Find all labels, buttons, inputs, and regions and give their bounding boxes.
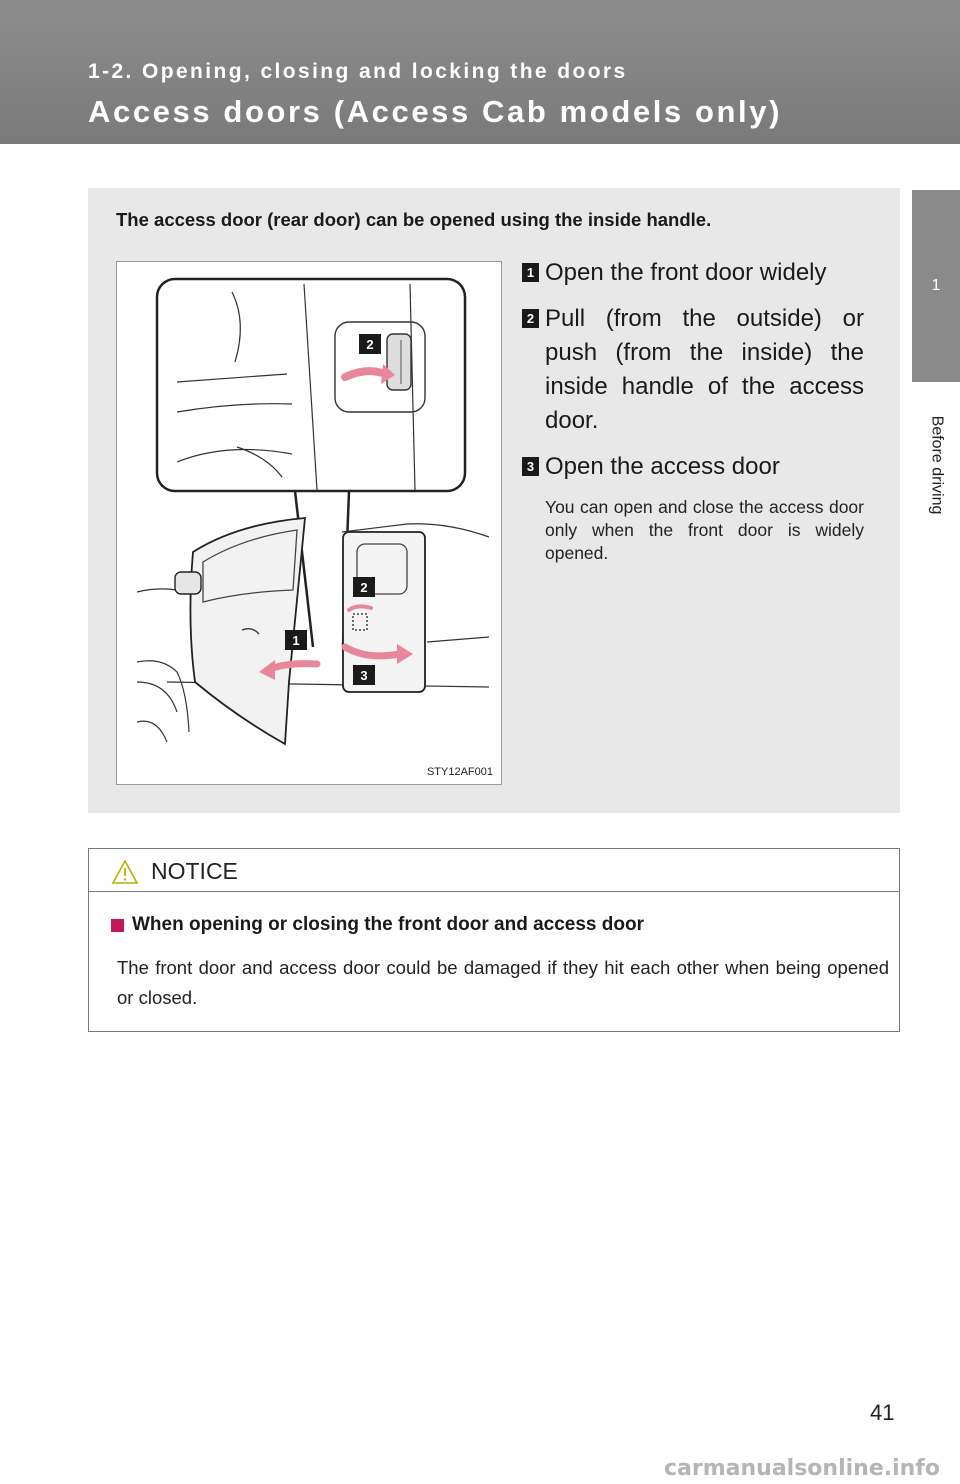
- notice-box: [88, 848, 900, 1032]
- section-heading: 1-2. Opening, closing and locking the doors: [88, 60, 628, 83]
- callout-2-top: 2: [366, 337, 374, 352]
- step-number: 1: [522, 263, 539, 282]
- page-title: Access doors (Access Cab models only): [88, 94, 783, 129]
- chapter-label-text: Before driving: [928, 415, 945, 515]
- page-number: 41: [870, 1400, 895, 1425]
- notice-body: The front door and access door could be damaged if they hit each other when being opened or closed.: [117, 957, 889, 1008]
- notice-title: NOTICE: [151, 858, 238, 884]
- notice-subtitle-text: When opening or closing the front door and access door: [132, 914, 644, 935]
- step-text: Pull (from the outside) or push (from the inside) the inside handle of the access door.: [545, 305, 864, 434]
- footer-watermark[interactable]: carmanualsonline.info: [664, 1456, 940, 1481]
- step-text: Open the access door: [545, 453, 780, 480]
- door-diagram: [117, 262, 501, 784]
- info-panel: [88, 188, 900, 813]
- notice-subtitle: [111, 914, 644, 936]
- notice-header: [89, 849, 899, 892]
- callout-1: 1: [292, 633, 300, 648]
- step-number: 2: [522, 309, 539, 328]
- step-text: Open the front door widely: [545, 259, 827, 286]
- step-item: [522, 302, 864, 438]
- door-illustration: [116, 261, 502, 785]
- step-item: [522, 256, 864, 290]
- figure-code: STY12AF001: [426, 766, 493, 778]
- chapter-tab[interactable]: [912, 190, 960, 382]
- square-bullet-icon: [111, 919, 124, 932]
- chapter-label: [914, 390, 958, 540]
- chapter-number: 1: [931, 277, 941, 294]
- page-header: [0, 0, 960, 144]
- step-note: You can open and close the access door only when the front door is widely opened.: [545, 497, 864, 563]
- callout-3: 3: [360, 668, 368, 683]
- intro-text: The access door (rear door) can be opened using the inside handle.: [116, 209, 712, 230]
- steps-list: [522, 256, 864, 565]
- callout-2: 2: [360, 580, 368, 595]
- step-item: [522, 450, 864, 484]
- step-number: 3: [522, 457, 539, 476]
- warning-triangle-icon: [111, 859, 139, 885]
